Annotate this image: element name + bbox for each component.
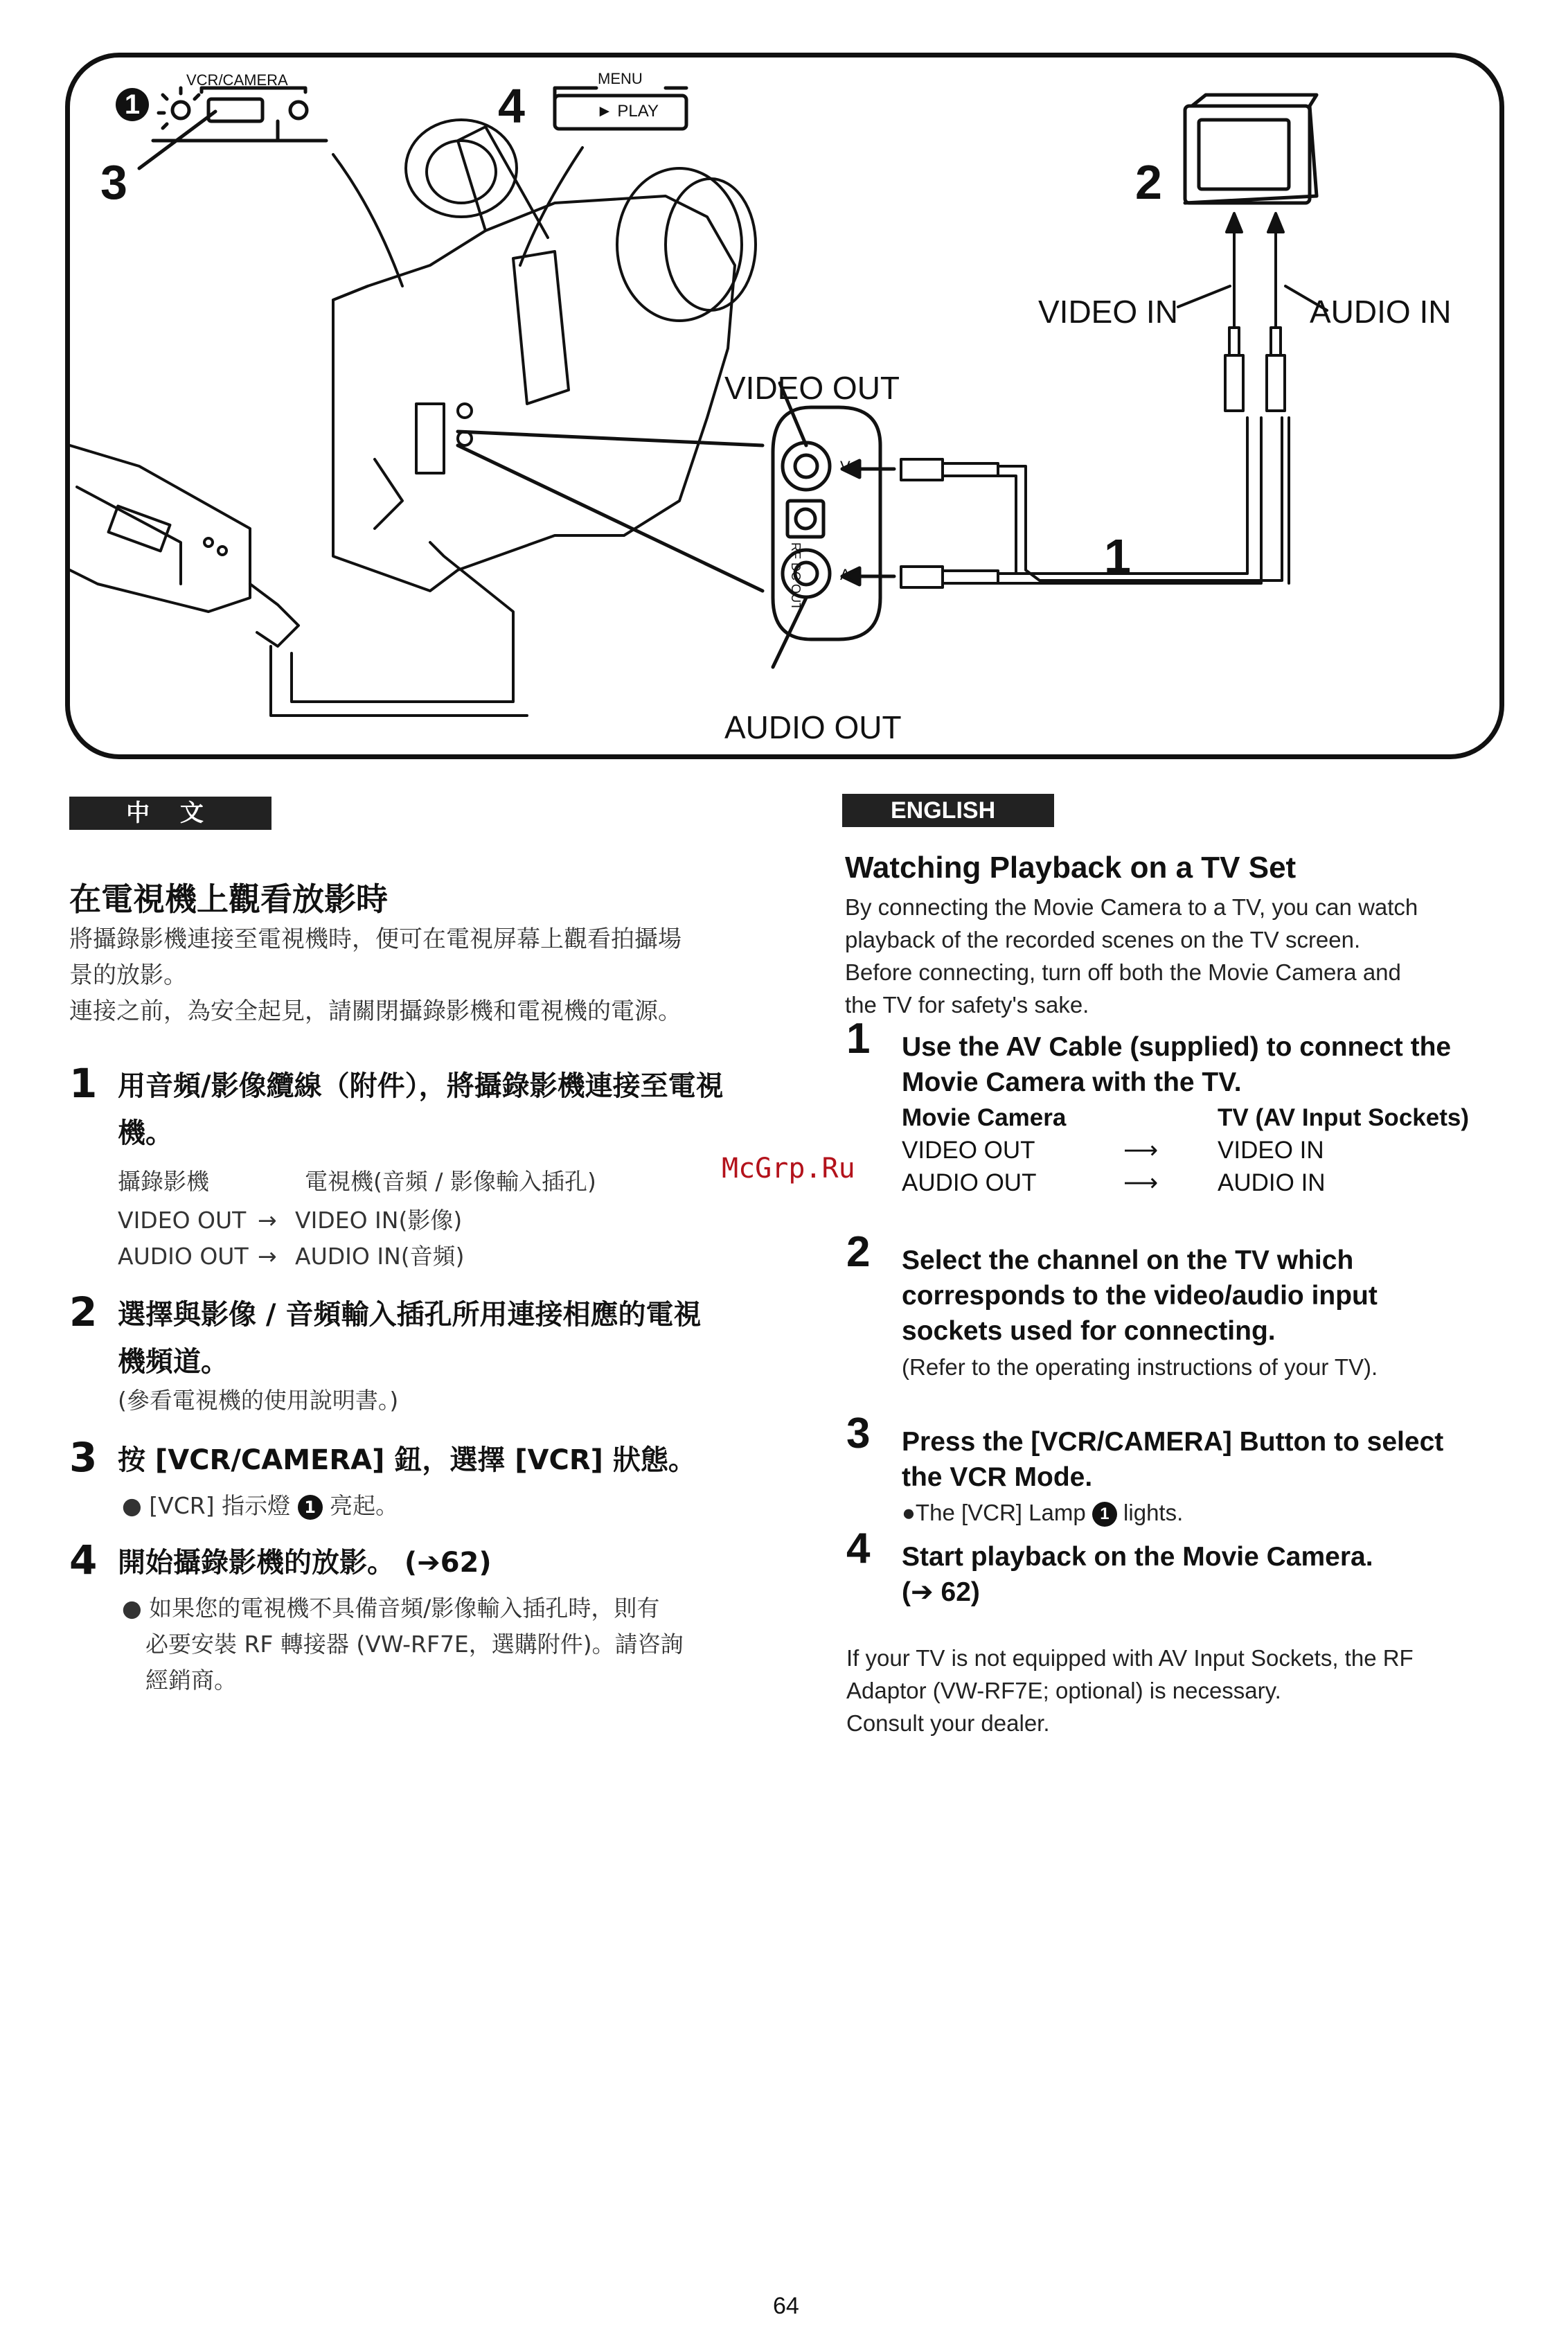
socket-a-label: A [840,566,850,583]
english-step2-title [902,1243,1378,1349]
chinese-intro [69,921,681,1029]
english-title: Watching Playback on a TV Set [845,851,1297,885]
chinese-step2-note: (參看電視機的使用說明書。) [118,1387,399,1414]
english-step2-title-line: sockets used for connecting. [902,1316,1276,1346]
english-step4-title [902,1539,1373,1610]
english-step3-title [902,1424,1443,1495]
english-step2-title-line: Select the channel on the TV which [902,1245,1354,1275]
callout-4: 4 [498,79,525,133]
english-step1-title [902,1029,1451,1100]
video-in-label: VIDEO IN [1038,294,1178,330]
chinese-step1-number: 1 [69,1060,98,1107]
english-footer-line: Adaptor (VW-RF7E; optional) is necessary. [846,1678,1281,1703]
english-intro-line: playback of the recorded scenes on the TV screen. [845,927,1361,952]
chinese-title: 在電視機上觀看放影時 [69,880,388,918]
chinese-step1-title-line: 用音頻/影像纜線（附件），將攝錄影機連接至電視 [118,1070,724,1102]
english-row2-right: AUDIO IN [1218,1169,1326,1196]
english-table-head-right: TV (AV Input Sockets) [1218,1104,1469,1131]
english-row1-arrow: ⟶ [1123,1137,1159,1164]
chinese-table-head-left: 攝錄影機 [118,1168,209,1195]
english-row2-left: AUDIO OUT [902,1169,1037,1196]
callout-1: 1 [1104,529,1131,583]
chinese-step3-note [122,1488,398,1524]
english-row2-arrow: ⟶ [1123,1169,1159,1196]
english-step2-note: (Refer to the operating instructions of your TV). [902,1354,1378,1380]
menu-label: MENU [598,70,643,87]
camcorder-drawing [333,120,756,591]
vcr-camera-label: VCR/CAMERA [186,71,288,89]
english-intro-line: the TV for safety's sake. [845,992,1089,1018]
english-step3-title-line: the VCR Mode. [902,1462,1093,1492]
english-footer-line: If your TV is not equipped with AV Input Sockets, the RF [846,1645,1414,1671]
video-out-socket [783,443,830,490]
chinese-step2-title-line: 機頻道。 [118,1346,229,1378]
chinese-step3-note-text: ● [VCR] 指示燈 [122,1492,291,1519]
callout-3: 3 [100,155,127,209]
english-row1-right: VIDEO IN [1218,1137,1324,1164]
vcr-camera-button [208,99,262,121]
english-step1-title-line: Use the AV Cable (supplied) to connect the [902,1032,1452,1062]
chinese-step1-title [118,1063,724,1157]
english-intro [845,891,1418,1021]
chinese-section-header: 中 文 [69,797,271,830]
page-number: 64 [773,2293,799,2319]
audio-in-label: AUDIO IN [1310,294,1452,330]
rf-dc-socket [787,501,823,537]
chinese-step4-note-line: 必要安裝 RF 轉接器 (VW-RF7E，選購附件)。請咨詢 [145,1631,684,1658]
english-section-header: ENGLISH [842,794,1054,827]
chinese-connection-table [118,1164,741,1275]
lamp-marker-icon: 1 [1092,1502,1117,1527]
chinese-intro-line: 連接之前，為安全起見，請關閉攝錄影機和電視機的電源。 [69,997,681,1025]
english-table-head-left: Movie Camera [902,1104,1067,1131]
chinese-step3-title: 按 [VCR/CAMERA] 鈕，選擇 [VCR] 狀態。 [118,1444,696,1476]
watermark: McGrp.Ru [722,1153,855,1185]
lamp-marker-icon: 1 [298,1495,323,1520]
english-step3-number: 3 [846,1410,871,1457]
english-step3-note [902,1496,1183,1529]
english-step3-title-line: Press the [VCR/CAMERA] Button to select [902,1427,1444,1457]
chinese-row2-arrow: → [258,1243,277,1270]
tv-drawing [1185,95,1317,203]
lamp-marker-1: 1 [116,88,149,121]
english-intro-line: Before connecting, turn off both the Movie Camera and [845,959,1401,985]
chinese-step4-note-line: 經銷商。 [145,1667,237,1694]
chinese-row1-left: VIDEO OUT [118,1207,247,1234]
chinese-step4-title: 開始攝錄影機的放影。 (➔62) [118,1547,492,1579]
chinese-step4-number: 4 [69,1536,98,1584]
chinese-intro-line: 將攝錄影機連接至電視機時，便可在電視屏幕上觀看拍攝場 [69,925,681,953]
english-step3-note-text: lights. [1123,1500,1184,1525]
chinese-step2-title-line: 選擇與影像 / 音頻輸入插孔所用連接相應的電視 [118,1299,702,1331]
chinese-step3-note-text: 亮起。 [330,1492,399,1519]
chinese-row1-right: VIDEO IN(影像) [295,1207,463,1234]
chinese-row2-left: AUDIO OUT [118,1243,249,1270]
audio-out-label: AUDIO OUT [724,709,902,745]
vcr-lamp-icon [159,88,199,128]
video-out-label: VIDEO OUT [724,370,900,406]
chinese-step4-note [122,1590,684,1698]
diagram-illustration [70,57,1504,759]
english-footer-note [846,1642,1414,1739]
chinese-step1-title-line: 機。 [118,1117,173,1149]
chinese-step3-number: 3 [69,1434,98,1481]
english-step3-note-text: ●The [VCR] Lamp [902,1500,1086,1525]
english-step4-title-line: Start playback on the Movie Camera. [902,1542,1373,1572]
english-connection-table [902,1101,1497,1199]
english-step1-number: 1 [846,1015,871,1063]
chinese-step2-title [118,1291,701,1385]
chinese-step4-note-line: ● 如果您的電視機不具備音頻/影像輸入插孔時，則有 [122,1595,660,1622]
chinese-row1-arrow: → [258,1207,277,1234]
socket-v-label: V [840,458,850,475]
connection-diagram [65,53,1504,759]
rf-dc-out-label: RF DC OUT [789,542,803,610]
english-step4-title-line: (➔ 62) [902,1577,980,1607]
chinese-intro-line: 景的放影。 [69,961,187,989]
english-step2-title-line: corresponds to the video/audio input [902,1281,1378,1311]
english-step1-title-line: Movie Camera with the TV. [902,1067,1242,1097]
callout-2: 2 [1135,155,1162,209]
english-intro-line: By connecting the Movie Camera to a TV, you can watch [845,894,1418,920]
ac-adaptor-drawing [70,445,299,646]
english-row1-left: VIDEO OUT [902,1137,1035,1164]
chinese-step2-number: 2 [69,1288,98,1336]
play-label: ► PLAY [596,102,659,121]
english-step2-number: 2 [846,1228,871,1276]
english-step4-number: 4 [846,1525,871,1572]
chinese-row2-right: AUDIO IN(音頻) [295,1243,465,1270]
chinese-table-head-right: 電視機(音頻 / 影像輸入插孔) [305,1168,596,1195]
english-footer-line: Consult your dealer. [846,1710,1050,1736]
